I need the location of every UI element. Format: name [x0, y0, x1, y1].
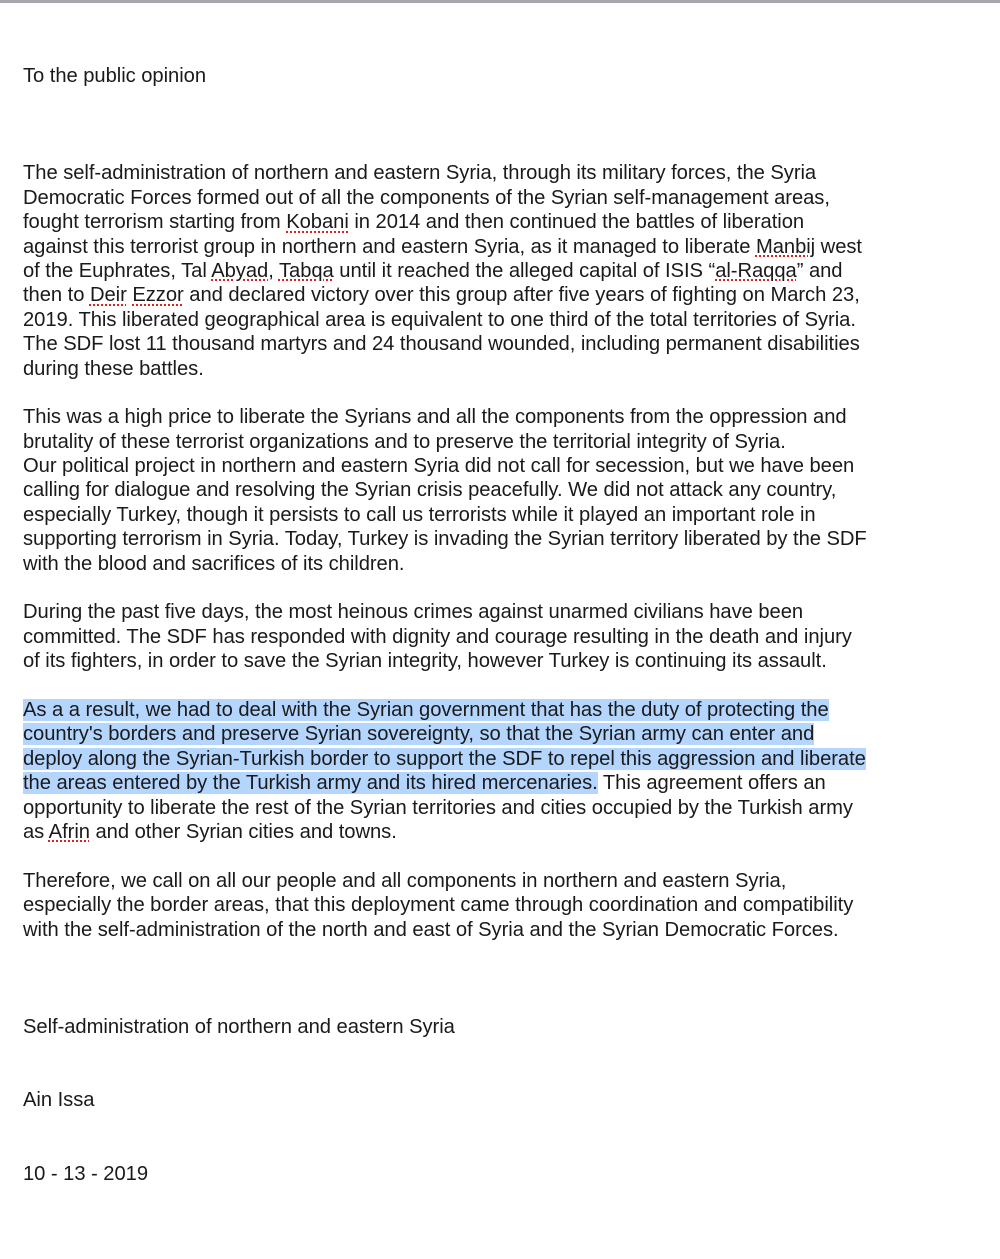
- text-line: [23, 235, 993, 259]
- paragraph: [23, 405, 993, 576]
- text-run: with the self-administration of the north and east of Syria and the Syrian Democratic Forces.: [23, 918, 839, 941]
- text-line: [23, 747, 993, 771]
- misspelled-word: Manbij: [755, 235, 816, 258]
- text-line: [23, 918, 993, 942]
- text-run: committed. The SDF has responded with dignity and courage resulting in the death and injury: [23, 625, 852, 648]
- misspelled-word: Deir: [89, 284, 127, 307]
- document-paragraphs: [23, 161, 993, 942]
- text-line: [23, 893, 993, 917]
- text-line: [23, 552, 993, 576]
- text-run: as: [23, 820, 49, 843]
- text-line: [23, 259, 993, 283]
- selected-text: the areas entered by the Turkish army and its hired mercenaries.: [23, 772, 598, 795]
- text-line: [23, 796, 993, 820]
- signature-block: [23, 966, 993, 1234]
- text-run: opportunity to liberate the rest of the Syrian territories and cities occupied by the Turkish army: [23, 796, 853, 819]
- paragraph: [23, 161, 993, 381]
- text-line: [23, 625, 993, 649]
- text-line: [23, 527, 993, 551]
- text-run: in 2014 and then continued the battles of liberation: [348, 211, 805, 234]
- misspelled-word: al-Raqqa: [715, 259, 797, 282]
- text-line: [23, 430, 993, 454]
- misspelled-word: Tabqa: [278, 259, 334, 282]
- text-run: fought terrorism starting from: [23, 211, 287, 234]
- text-run: of its fighters, in order to save the Syrian integrity, however Turkey is continuing its assault.: [23, 650, 827, 673]
- text-line: [23, 869, 993, 893]
- text-run: supporting terrorism in Syria. Today, Turkey is invading the Syrian territory liberated by the SDF: [23, 528, 867, 551]
- text-line: [23, 308, 993, 332]
- text-run: The self-administration of northern and eastern Syria, through its military forces, the Syria: [23, 162, 817, 185]
- paragraph: [23, 600, 993, 673]
- text-line: [23, 161, 993, 185]
- misspelled-word: Abyad: [211, 259, 269, 282]
- text-run: especially Turkey, though it persists to call us terrorists while it played an important role in: [23, 503, 816, 526]
- text-run: Democratic Forces formed out of all the components of the Syrian self-management areas,: [23, 186, 830, 209]
- selected-text: deploy along the Syrian-Turkish border to support the SDF to repel this aggression and liberate: [23, 747, 866, 770]
- selected-text: country's borders and preserve Syrian sovereignty, so that the Syrian army can enter and: [23, 723, 815, 746]
- paragraph: [23, 869, 993, 942]
- window-top-border: [0, 0, 1000, 3]
- signature-date: 10 - 13 - 2019: [23, 1162, 148, 1185]
- text-run: and other Syrian cities and towns.: [89, 820, 397, 843]
- text-line: [23, 503, 993, 527]
- text-line: [23, 771, 993, 795]
- text-run: This was a high price to liberate the Syrians and all the components from the oppression and: [23, 406, 847, 429]
- text-run: brutality of these terrorist organizations and to preserve the territorial integrity of Syria.: [23, 430, 786, 453]
- text-run: until it reached the alleged capital of ISIS “: [333, 259, 716, 282]
- text-run: Therefore, we call on all our people and all components in northern and eastern Syria,: [23, 869, 787, 892]
- paragraph: [23, 698, 993, 844]
- selected-text: As a a result, we had to deal with the Syrian government that has the duty of protecting the: [23, 699, 829, 721]
- text-line: [23, 357, 993, 381]
- heading-line: To the public opinion: [23, 64, 207, 87]
- text-run: This agreement offers an: [597, 772, 826, 795]
- text-run: During the past five days, the most heinous crimes against unarmed civilians have been: [23, 601, 804, 624]
- text-run: of the Euphrates, Tal: [23, 259, 212, 282]
- text-line: [23, 722, 993, 746]
- text-run: ” and: [796, 259, 843, 282]
- text-run: then to: [23, 284, 90, 307]
- text-line: [23, 186, 993, 210]
- text-line: [23, 454, 993, 478]
- text-run: Our political project in northern and eastern Syria did not call for secession, but we have been: [23, 455, 855, 478]
- text-run: The SDF lost 11 thousand martyrs and 24 thousand wounded, including permanent disabilities: [23, 333, 860, 356]
- text-run: west: [815, 235, 862, 258]
- text-run: 2019. This liberated geographical area is equivalent to one third of the total territories of Syria.: [23, 308, 856, 331]
- signature-place: Ain Issa: [23, 1089, 95, 1112]
- text-run: especially the border areas, that this deployment came through coordination and compatibility: [23, 894, 854, 917]
- text-run: against this terrorist group in northern and eastern Syria, as it managed to liberate: [23, 235, 756, 258]
- text-line: [23, 820, 993, 844]
- text-line: [23, 283, 993, 307]
- misspelled-word: Afrin: [48, 820, 90, 843]
- document-heading: [23, 15, 993, 137]
- text-run: calling for dialogue and resolving the Syrian crisis peacefully. We did not attack any country,: [23, 479, 837, 502]
- misspelled-word: Kobani: [286, 211, 349, 234]
- misspelled-word: Ezzor: [132, 284, 184, 307]
- text-line: [23, 649, 993, 673]
- text-line: [23, 210, 993, 234]
- text-line: [23, 405, 993, 429]
- text-line: [23, 698, 993, 722]
- text-run: ,: [268, 259, 279, 282]
- text-line: [23, 332, 993, 356]
- signature-issuer: Self-administration of northern and eastern Syria: [23, 1016, 455, 1039]
- text-run: during these battles.: [23, 357, 204, 380]
- text-run: and declared victory over this group after five years of fighting on March 23,: [183, 284, 860, 307]
- text-line: [23, 600, 993, 624]
- text-line: [23, 478, 993, 502]
- text-run: with the blood and sacrifices of its children.: [23, 552, 405, 575]
- document-body[interactable]: [23, 15, 993, 1259]
